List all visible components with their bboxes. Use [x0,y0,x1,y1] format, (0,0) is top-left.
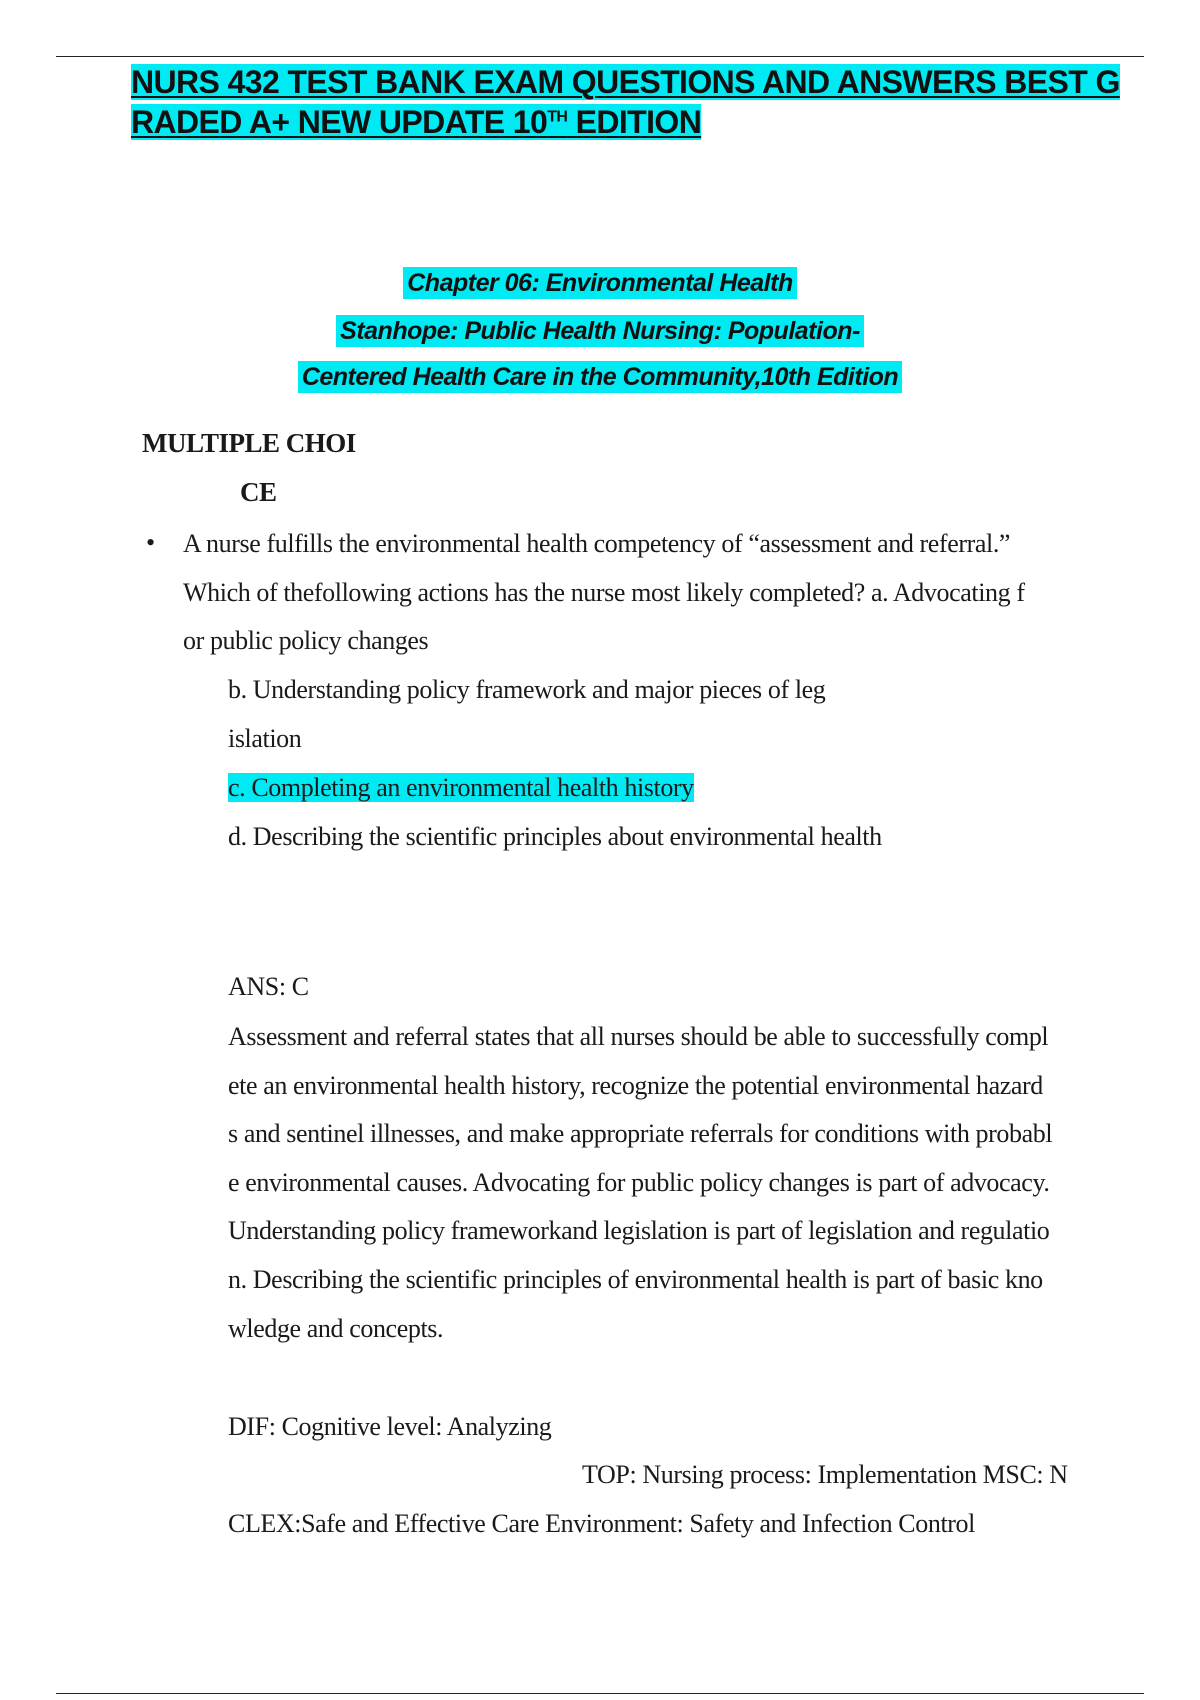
document-title [131,62,1141,142]
rationale-line: wledge and concepts. [228,1314,444,1343]
rationale-line: e environmental causes. Advocating for public policy changes is part of advocacy. [228,1168,1050,1197]
rationale-line: Understanding policy frameworkand legislation is part of legislation and regulatio [228,1216,1050,1245]
option-b-line: b. Understanding policy framework and major pieces of leg [228,675,826,704]
chapter-heading: Chapter 06: Environmental Health [0,264,1200,302]
nclex-line: CLEX:Safe and Effective Care Environment: Safety and Infection Control [228,1509,975,1538]
bottom-rule [56,1693,1144,1694]
book-title-line-2: Centered Health Care in the Community,10th Edition [0,358,1200,396]
section-label-continued: CE [240,477,277,507]
rationale-line: s and sentinel illnesses, and make appropriate referrals for conditions with probabl [228,1119,1053,1148]
rationale-line: n. Describing the scientific principles of environmental health is part of basic kno [228,1265,1043,1294]
bullet-marker: • [146,528,156,557]
book-title-line-1: Stanhope: Public Health Nursing: Population- [0,312,1200,350]
question-stem-line: Which of thefollowing actions has the nurse most likely completed? a. Advocating f [183,578,1025,607]
topic-line: TOP: Nursing process: Implementation MSC: N [582,1460,1068,1489]
option-c-correct: c. Completing an environmental health history [228,773,694,802]
rationale-line: ete an environmental health history, recognize the potential environmental hazard [228,1071,1043,1100]
answer-key: ANS: C [228,972,309,1001]
question-stem-line: or public policy changes [183,626,429,655]
option-d: d. Describing the scientific principles about environmental health [228,822,882,851]
difficulty-line: DIF: Cognitive level: Analyzing [228,1412,552,1441]
title-line-1: NURS 432 TEST BANK EXAM QUESTIONS AND ANSWERS BEST G [131,64,1120,100]
title-line-2: RADED A+ NEW UPDATE 10TH EDITION [131,104,702,140]
title-superscript: TH [547,108,568,126]
question-stem-line: A nurse fulfills the environmental health competency of “assessment and referral.” [183,529,1011,558]
section-label: MULTIPLE CHOI [142,428,356,458]
top-rule [56,56,1144,57]
rationale-line: Assessment and referral states that all nurses should be able to successfully compl [228,1022,1049,1051]
option-b-line: islation [228,724,302,753]
